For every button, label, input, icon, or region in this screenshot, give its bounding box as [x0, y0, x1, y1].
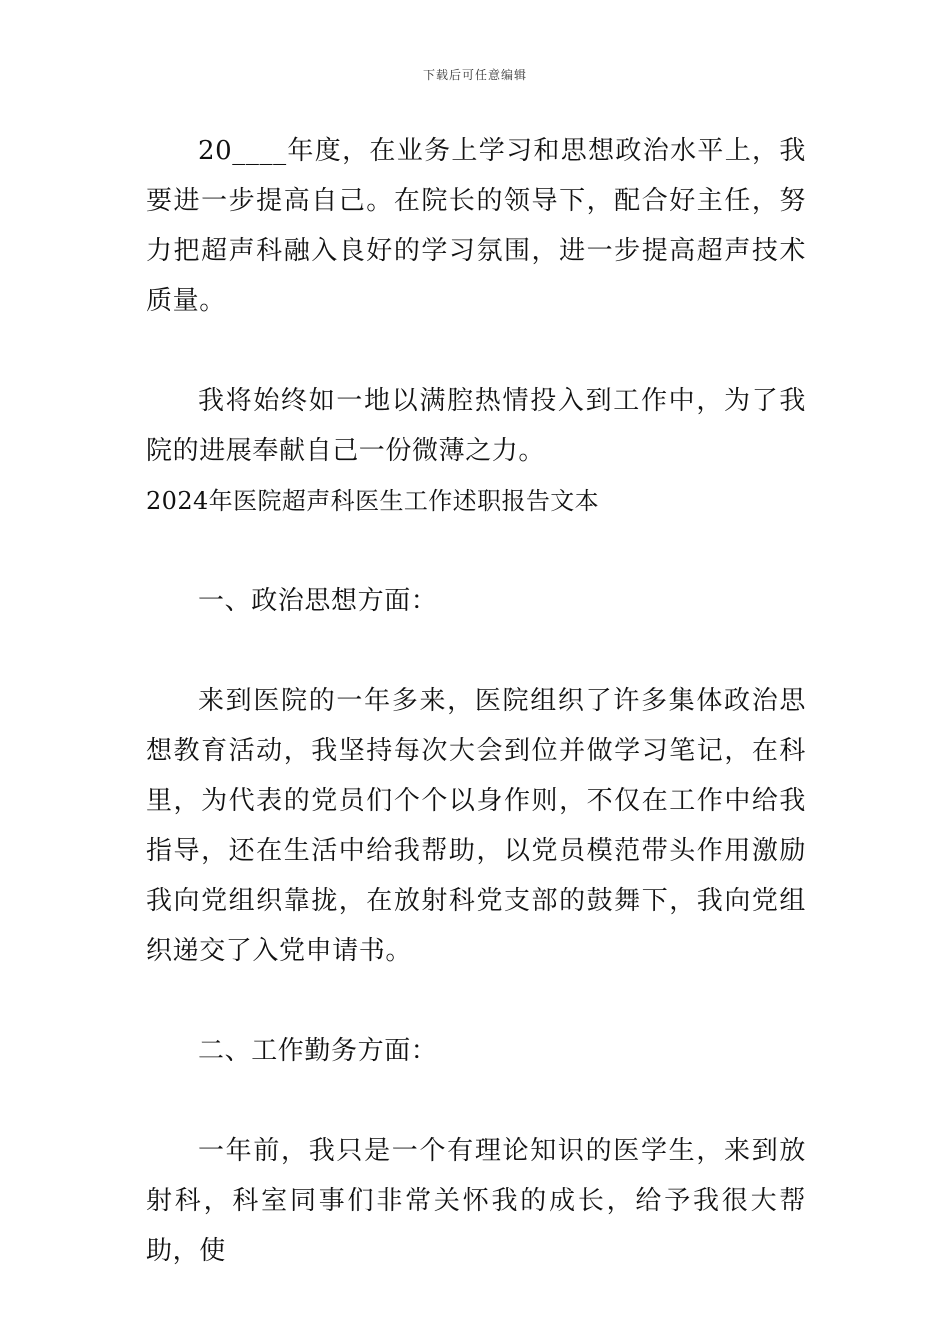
document-body: [146, 126, 806, 1276]
section-body-work: 一年前，我只是一个有理论知识的医学生，来到放射科，科室同事们非常关怀我的成长，给予我很大帮助，使: [146, 1136, 806, 1266]
section-heading-political: 一、政治思想方面：: [198, 586, 438, 616]
paragraph-annual-goal: 20____年度，在业务上学习和思想政治水平上，我要进一步提高自己。在院长的领导下，配合好主任，努力把超声科融入良好的学习氛围，进一步提高超声技术质量。: [146, 136, 806, 316]
report-title: 2024年医院超声科医生工作述职报告文本: [146, 487, 600, 515]
paragraph-commitment: 我将始终如一地以满腔热情投入到工作中，为了我院的进展奉献自己一份微薄之力。: [146, 386, 806, 466]
section-body-political: 来到医院的一年多来，医院组织了许多集体政治思想教育活动，我坚持每次大会到位并做学习笔记，在科里，为代表的党员们个个以身作则，不仅在工作中给我指导，还在生活中给我帮助，以党员模范带头作用激励我向党组织靠拢，在放射科党支部的鼓舞下，我向党组织递交了入党申请书。: [146, 686, 806, 966]
page-header-note: 下载后可任意编辑: [422, 68, 527, 82]
section-heading-work: 二、工作勤务方面：: [198, 1036, 438, 1066]
